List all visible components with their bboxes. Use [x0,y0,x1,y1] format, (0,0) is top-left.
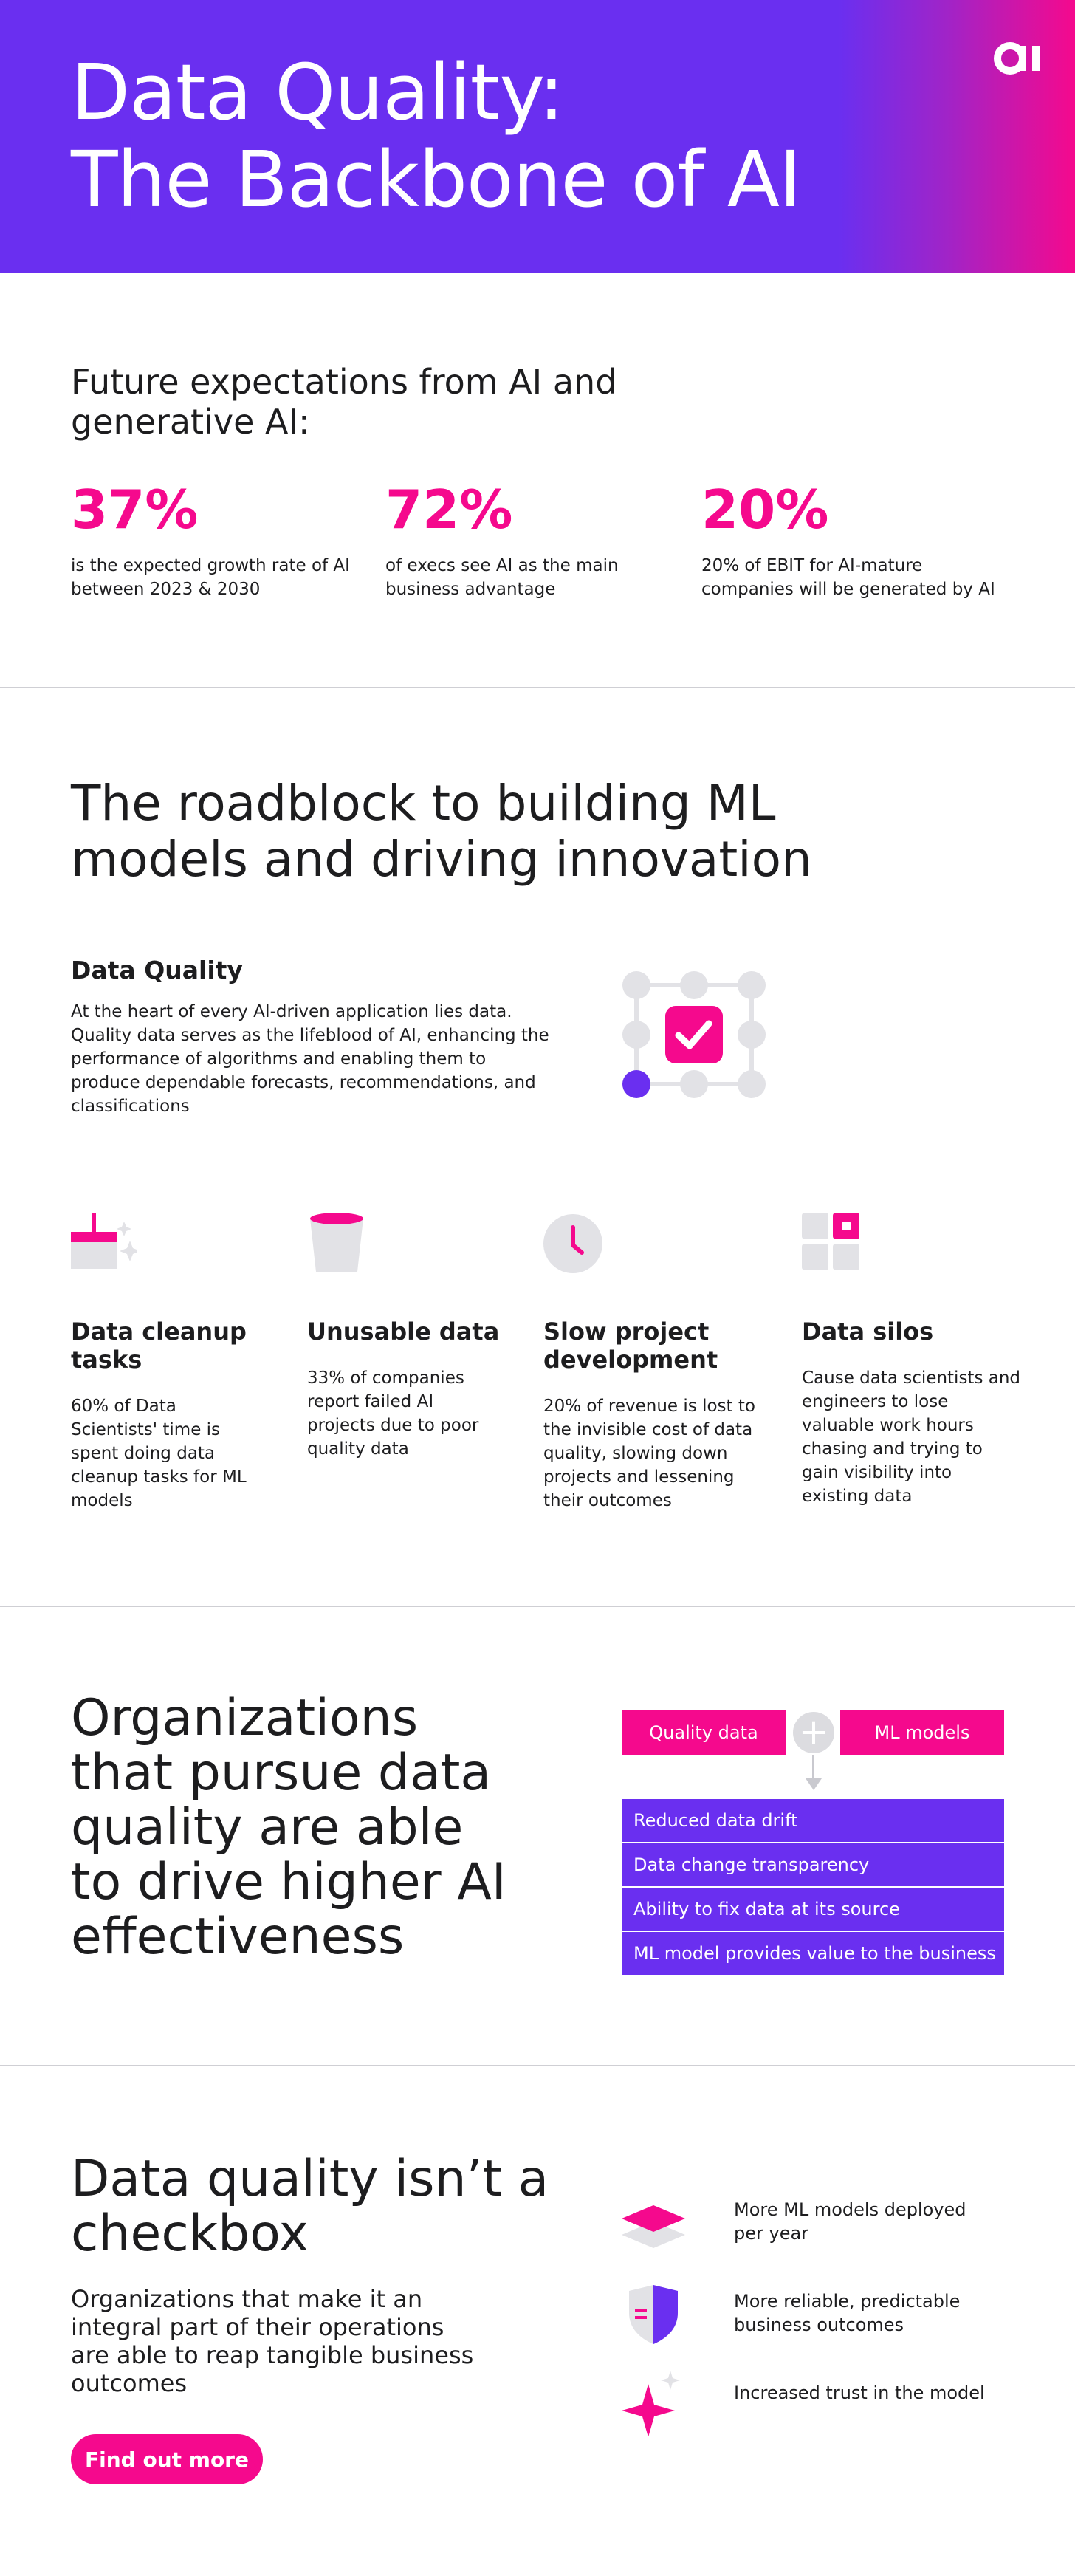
card-slow-development [543,1211,772,1513]
sparkle-icon [620,2369,687,2436]
checkbox-heading: Data quality isn’t a checkbox [71,2150,549,2263]
checkbox-body: Organizations that make it an integral part of their operations are able to reap tangible business outcomes [71,2285,474,2397]
stat-value: 37% [71,479,199,541]
card-title: Data cleanup tasks [71,1318,247,1374]
arrow-head-icon [806,1778,822,1790]
data-grid-check-icon [617,967,772,1108]
stat-advantage [385,480,681,601]
data-quality-title: Data Quality [71,956,243,984]
brand-logo-icon [994,40,1044,77]
data-quality-body: At the heart of every AI-driven application lies data. Quality data serves as the lifeblood of AI, enhancing the performance of algorithms and enabling them to produce dependable forecasts, recommendations, and classifications [71,1002,549,1116]
stat-ebit [701,480,997,601]
card-title: Slow project development [543,1318,718,1374]
shield-icon [620,2281,687,2347]
outcomes-list [622,1799,1004,1976]
silo-blocks-icon [802,1211,868,1278]
card-unusable-data [307,1211,506,1461]
card-body: Cause data scientists and engineers to lose valuable work hours chasing and trying to gain visibility into existing data [802,1368,1021,1506]
brush-sparkle-icon [71,1211,137,1278]
layers-icon [620,2192,687,2258]
expectations-heading: Future expectations from AI and generative AI: [71,362,617,442]
title-line-2: The Backbone of AI [71,134,801,225]
card-title: Data silos [802,1318,934,1346]
roadblock-heading: The roadblock to building ML models and driving innovation [71,775,812,888]
stat-growth [71,480,366,601]
card-data-silos [802,1211,1023,1508]
benefit-text: More reliable, predictable business outcomes [734,2291,961,2335]
outcome-item: ML model provides value to the business [622,1932,1004,1975]
section-divider [0,2065,1075,2066]
quality-data-pill: Quality data [622,1710,786,1755]
trash-bin-icon [307,1211,374,1278]
card-data-cleanup [71,1211,248,1513]
ml-models-pill: ML models [840,1710,1004,1755]
stat-description: is the expected growth rate of AI between 2023 & 2030 [71,556,350,599]
clock-icon [543,1211,610,1278]
card-body: 60% of Data Scientists' time is spent doing data cleanup tasks for ML models [71,1397,247,1510]
page-title [71,49,883,223]
stat-value: 20% [701,479,829,541]
benefit-text: Increased trust in the model [734,2383,985,2403]
outcome-item: Data change transparency [622,1843,1004,1886]
section-divider [0,1606,1075,1607]
hero-banner [0,0,1075,273]
card-title: Unusable data [307,1318,500,1346]
section-divider [0,687,1075,688]
card-body: 20% of revenue is lost to the invisible cost of data quality, slowing down projects and lessening their outcomes [543,1397,755,1510]
find-out-more-button[interactable]: Find out more [71,2434,263,2484]
plus-icon: + [793,1712,834,1753]
outcome-item: Ability to fix data at its source [622,1888,1004,1931]
stat-value: 72% [385,479,513,541]
arrow-down-icon [812,1755,814,1780]
benefit-text: More ML models deployed per year [734,2199,966,2244]
effectiveness-heading: Organizations that pursue data quality are able to drive higher AI effectiveness [71,1689,506,1966]
card-body: 33% of companies report failed AI projects due to poor quality data [307,1368,479,1459]
stat-description: 20% of EBIT for AI-mature companies will be generated by AI [701,556,995,599]
title-line-1: Data Quality: [71,47,564,137]
outcome-item: Reduced data drift [622,1799,1004,1842]
stat-description: of execs see AI as the main business advantage [385,556,619,599]
